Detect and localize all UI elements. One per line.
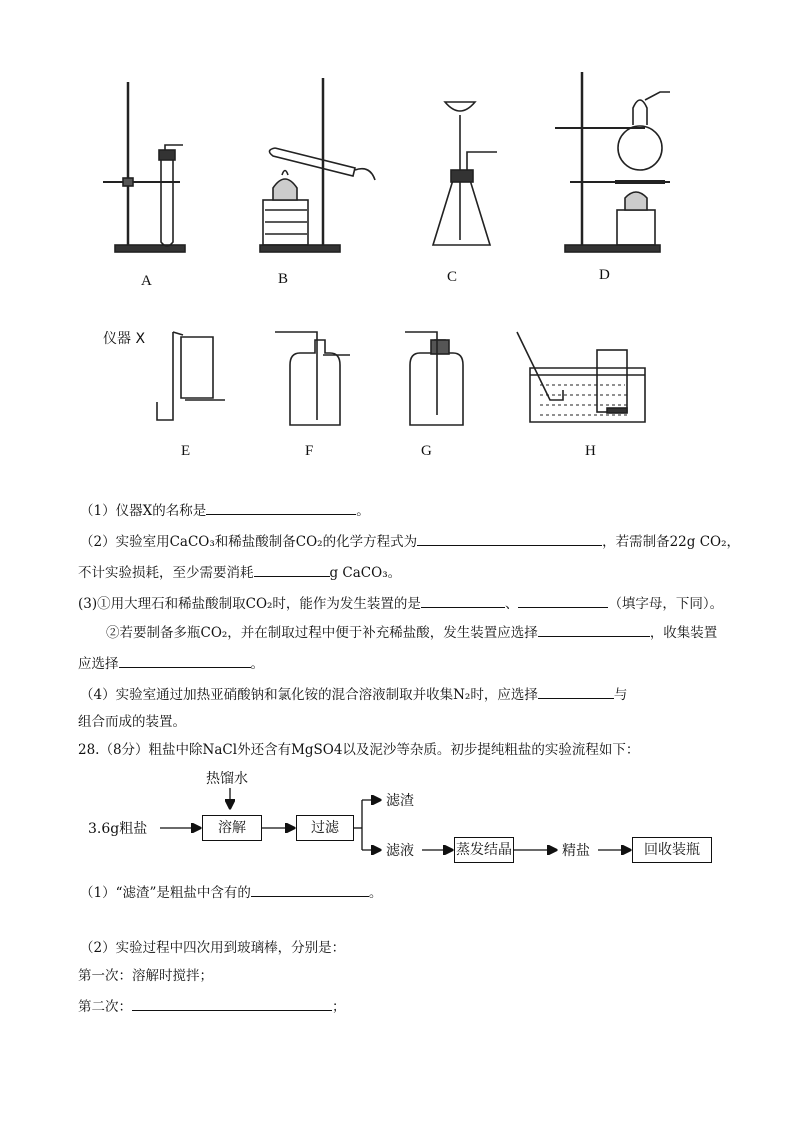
q3-3-collector-blank[interactable] <box>119 653 251 668</box>
label-f: F <box>305 443 314 459</box>
q3-1-blank-b[interactable] <box>518 593 608 608</box>
q28-second-blank[interactable] <box>132 996 332 1011</box>
q28-second-line <box>78 996 346 1017</box>
label-c: C <box>447 269 458 285</box>
q3-2-prompt: ②若要制备多瓶CO₂，并在制取过程中便于补充稀盐酸，发生装置应选择 <box>106 625 538 641</box>
flow-dissolve-box: 溶解 <box>202 815 262 841</box>
label-e: E <box>181 443 191 459</box>
label-b: B <box>278 271 289 287</box>
q3-1-prompt: (3)①用大理石和稀盐酸制取CO₂时，能作为发生装置的是 <box>78 596 421 612</box>
q4-prompt: （4）实验室通过加热亚硝酸钠和氯化铵的混合溶液制取并收集N₂时，应选择 <box>80 687 538 703</box>
flow-filtrate: 滤液 <box>386 843 414 859</box>
q28-intro <box>78 740 639 760</box>
q4-tail: 与 <box>613 687 628 703</box>
q28-2-text: （2）实验过程中四次用到玻璃棒，分别是： <box>80 940 346 956</box>
q2-equation-blank[interactable] <box>417 531 602 546</box>
q2-mass-unit: g CaCO₃。 <box>329 565 402 581</box>
q4-line-2-text: 组合而成的装置。 <box>78 714 186 730</box>
q1-end: 。 <box>356 503 370 519</box>
flow-fine-salt: 精盐 <box>562 843 590 859</box>
flow-filter-box: 过滤 <box>296 815 354 841</box>
q3-1-separator: 、 <box>504 596 519 612</box>
q1-answer-blank[interactable] <box>206 500 356 515</box>
apparatus-drawing <box>85 70 685 470</box>
q28-1-end: 。 <box>368 885 383 901</box>
q4-line-2 <box>78 712 186 732</box>
q28-2-line <box>80 938 345 958</box>
q3-1-blank-a[interactable] <box>421 593 505 608</box>
q1-line <box>80 500 370 521</box>
apparatus-a <box>103 82 185 252</box>
flow-start: 3.6g粗盐 <box>88 821 148 837</box>
q3-2-tail: ，收集装置 <box>649 625 718 641</box>
q1-prompt: （1）仪器X的名称是 <box>80 503 207 519</box>
apparatus-e <box>157 332 225 420</box>
salt-flowchart <box>0 760 800 875</box>
label-g: G <box>421 443 432 459</box>
q28-first-line <box>78 966 213 986</box>
q2-mass-prompt: 不计实验损耗，至少需要消耗 <box>78 565 254 581</box>
q3-3-end: 。 <box>250 656 264 672</box>
label-d: D <box>599 267 610 283</box>
apparatus-d <box>555 72 670 252</box>
apparatus-g <box>405 332 463 425</box>
q2-mass-blank[interactable] <box>254 562 330 577</box>
q3-2-generator-blank[interactable] <box>538 622 650 637</box>
q28-1-blank[interactable] <box>251 882 369 897</box>
q3-3-prompt: 应选择 <box>78 656 119 672</box>
label-a: A <box>141 273 152 289</box>
flow-recycle-box: 回收装瓶 <box>632 837 712 863</box>
q2-prompt-tail: ，若需制备22g CO₂， <box>602 534 741 550</box>
apparatus-c <box>433 102 497 245</box>
label-h: H <box>585 443 596 459</box>
q28-second-end: ； <box>332 999 346 1015</box>
q2-line-1 <box>80 531 740 552</box>
q28-1-prompt: （1）“滤渣”是粗盐中含有的 <box>80 885 251 901</box>
flow-evaporate-box: 蒸发结晶 <box>454 837 514 863</box>
q3-line-2 <box>106 622 717 643</box>
apparatus-figure <box>85 70 685 470</box>
apparatus-h <box>517 332 645 422</box>
q2-prompt: （2）实验室用CaCO₃和稀盐酸制备CO₂的化学方程式为 <box>80 534 418 550</box>
apparatus-b <box>260 78 375 252</box>
flow-residue: 滤渣 <box>386 793 414 809</box>
q3-1-tail: （填字母，下同）。 <box>608 596 724 612</box>
q3-line-3 <box>78 653 264 674</box>
label-instrument-x: 仪器 X <box>103 331 146 347</box>
flow-water: 热馏水 <box>206 771 248 787</box>
q3-line-1 <box>78 593 723 614</box>
q28-1-line <box>80 882 382 903</box>
q4-blank[interactable] <box>538 684 614 699</box>
q2-line-2 <box>78 562 401 583</box>
q28-second-prompt: 第二次： <box>78 999 132 1015</box>
apparatus-f <box>275 332 350 425</box>
q28-first-text: 第一次：溶解时搅拌； <box>78 968 213 984</box>
q28-intro-text: 28.（8分）粗盐中除NaCl外还含有MgSO4以及泥沙等杂质。初步提纯粗盐的实验流程如下： <box>78 742 640 758</box>
q4-line-1 <box>80 684 627 705</box>
